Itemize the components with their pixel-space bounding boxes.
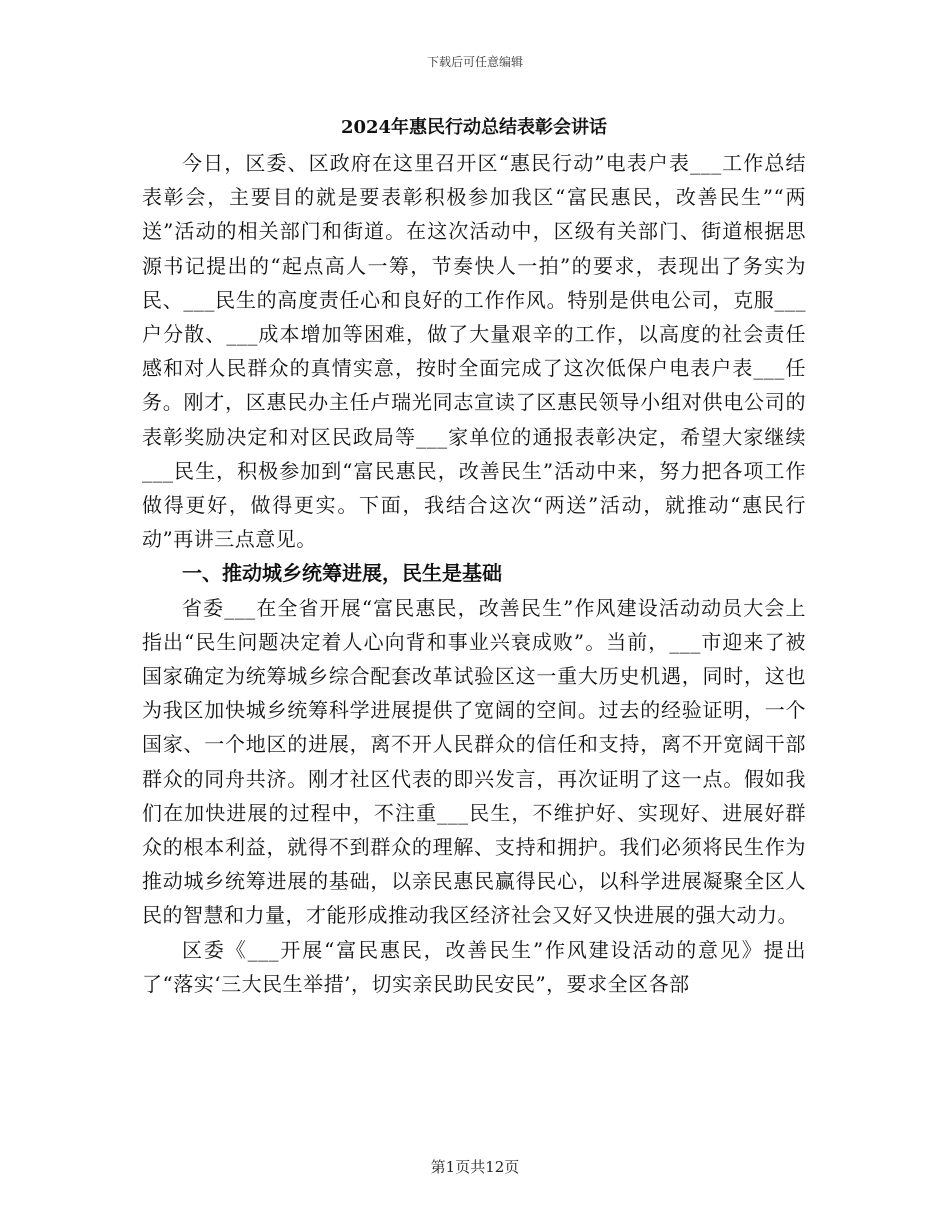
paragraph-section-1-continued: 区委《___开展“富民惠民，改善民生”作风建设活动的意见》提出了“落实‘三大民生举措’，切实亲民助民安民”，要求全区各部: [142, 937, 806, 996]
section-heading-1: 一、推动城乡统筹进展，民生是基础: [182, 561, 502, 586]
document-title: 2024年惠民行动总结表彰会讲话: [340, 117, 608, 138]
page-footer: 第1页共12页: [430, 1158, 520, 1176]
paragraph-intro: 今日，区委、区政府在这里召开区“惠民行动”电表户表___工作总结表彰会，主要目的就是要表彰积极参加我区“富民惠民，改善民生”“两送”活动的相关部门和街道。在这次活动中，区级有关部门、街道根据思源书记提出的“起点高人一筹，节奏快人一拍”的要求，表现出了务实为民、___民生的高度责任心和良好的工作作风。特别是供电公司，克服___户分散、___成本增加等困难，做了大量艰辛的工作，以高度的社会责任感和对人民群众的真情实意，按时全面完成了这次低保户电表户表___任务。刚才，区惠民办主任卢瑞光同志宣读了区惠民领导小组对供电公司的表彰奖励决定和对区民政局等___家单位的通报表彰决定，希望大家继续___民生，积极参加到“富民惠民，改善民生”活动中来，努力把各项工作做得更好，做得更实。下面，我结合这次“两送”活动，就推动“惠民行动”再讲三点意见。: [142, 151, 806, 552]
header-note: 下载后可任意编辑: [426, 55, 523, 69]
paragraph-section-1: 省委___在全省开展“富民惠民，改善民生”作风建设活动动员大会上指出“民生问题决定着人心向背和事业兴衰成败”。当前，___市迎来了被国家确定为统筹城乡综合配套改革试验区这一重大历史机遇，同时，这也为我区加快城乡统筹科学进展提供了宽阔的空间。过去的经验证明，一个国家、一个地区的进展，离不开人民群众的信任和支持，离不开宽阔干部群众的同舟共济。刚才社区代表的即兴发言，再次证明了这一点。假如我们在加快进展的过程中，不注重___民生，不维护好、实现好、进展好群众的根本利益，就得不到群众的理解、支持和拥护。我们必须将民生作为推动城乡统筹进展的基础，以亲民惠民赢得民心，以科学进展凝聚全区人民的智慧和力量，才能形成推动我区经济社会又好又快进展的强大动力。: [142, 595, 806, 928]
document-body: [142, 112, 806, 1001]
